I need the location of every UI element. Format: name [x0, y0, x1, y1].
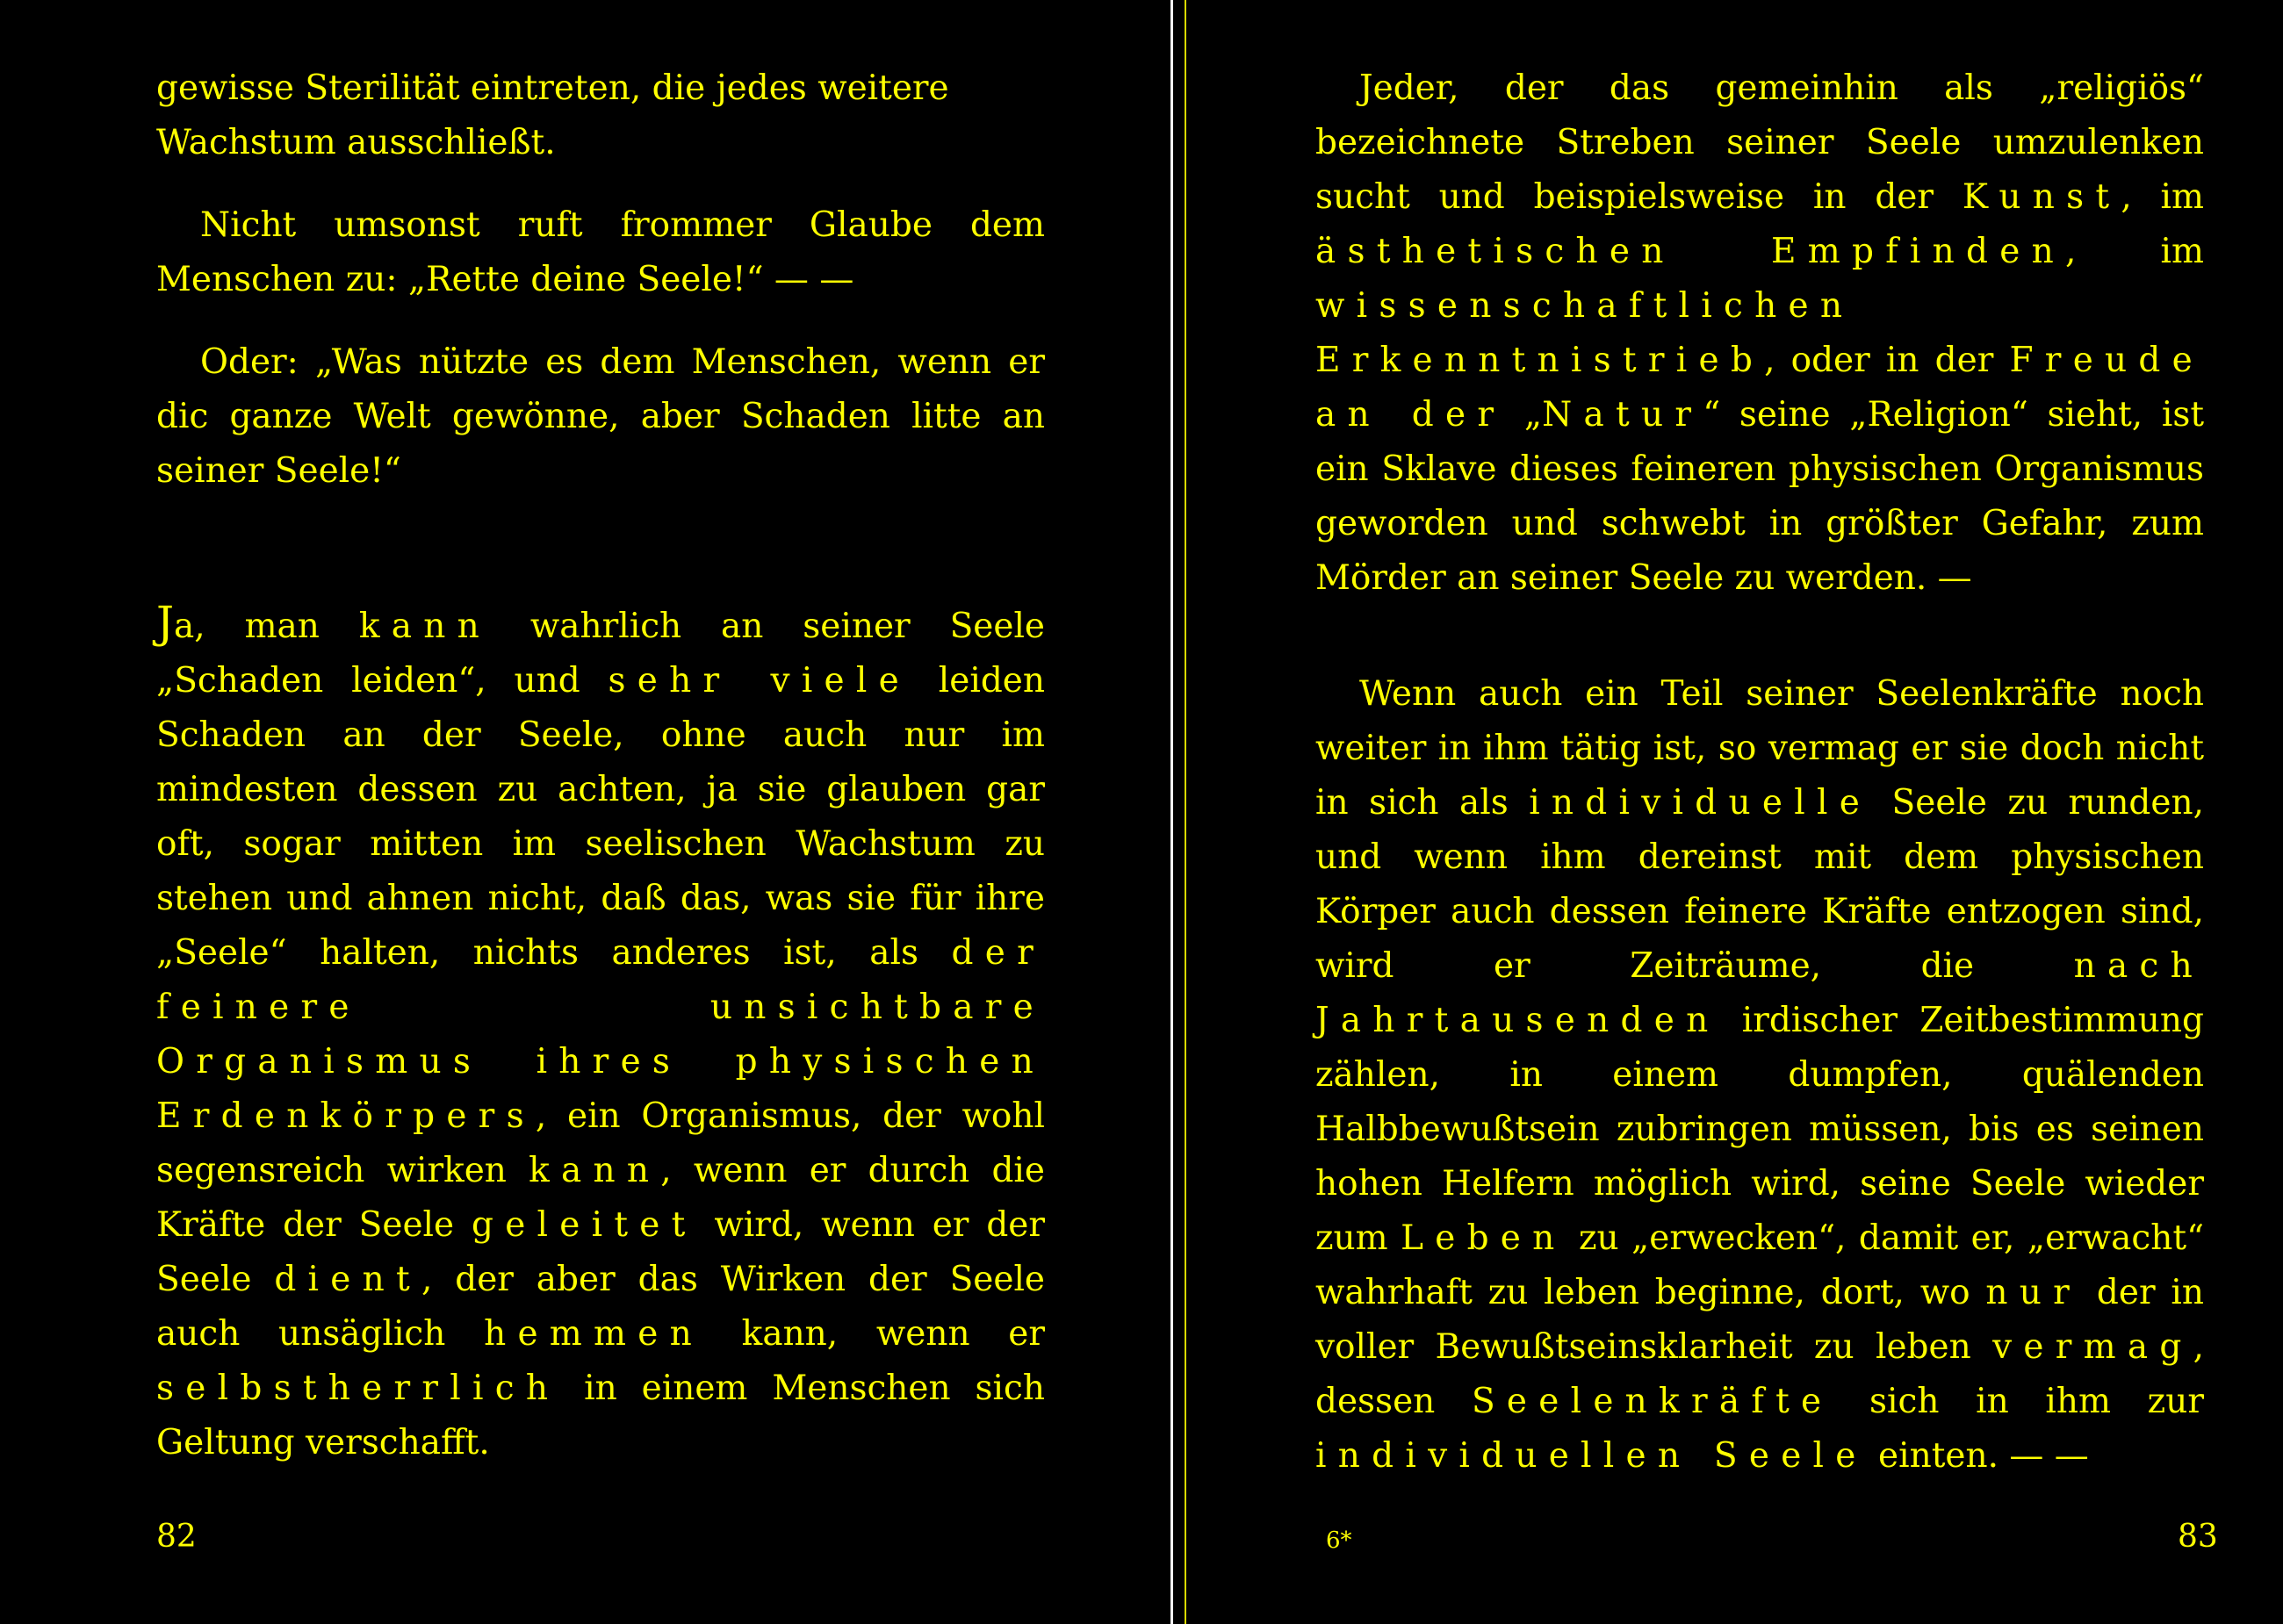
right-page — [1315, 61, 2204, 1484]
spaced-emphasis: nur — [1985, 1273, 2082, 1312]
text-run: , dessen — [1315, 1327, 2204, 1421]
text-run: Seele zu runden, und wenn ihm dereinst mit dem physischen Körper auch dessen feinere Kräfte entzogen sind, wird er Zeiträume, die — [1315, 783, 2204, 986]
spaced-emphasis: kann — [529, 1151, 661, 1190]
left-page — [156, 61, 1045, 1470]
spaced-emphasis: individuelle — [1529, 783, 1872, 823]
spaced-emphasis: Kunst — [1962, 177, 2121, 217]
text-run: in einem Menschen sich Geltung verschafft. — [156, 1369, 1045, 1462]
text-run: , wenn er durch die Kräfte der Seele — [156, 1151, 1045, 1245]
text-run: a, man — [174, 607, 359, 646]
text-run: , im — [2121, 177, 2204, 217]
spaced-emphasis: kann — [358, 607, 491, 646]
signature-mark: 6* — [1326, 1527, 1352, 1554]
spaced-emphasis: nach Jahrtausenden — [1315, 946, 2204, 1040]
left-paragraph-2: Nicht umsonst ruft frommer Glaube dem Menschen zu: „Rette deine Seele!“ — — — [156, 205, 1045, 299]
spaced-emphasis: selbstherrlich — [156, 1369, 560, 1408]
text-run: wahrlich an seiner Seele „Schaden leiden“, und — [156, 607, 1045, 701]
text-run: kann, wenn er — [703, 1314, 1045, 1354]
left-p1-line1: gewisse Sterilität eintreten, die jedes weitere — [156, 68, 949, 108]
spaced-emphasis: vermag — [1992, 1327, 2193, 1367]
spaced-emphasis: Seelenkräfte — [1471, 1382, 1833, 1421]
page-number-right: 83 — [2178, 1519, 2218, 1555]
text-run: „ — [1505, 395, 1543, 435]
page-number-left: 82 — [156, 1519, 197, 1555]
text-run: Jeder, der das gemeinhin als „religiös“ bezeichnete Streben seiner Seele umzulenken sucht und beispielsweise in der — [1315, 68, 2204, 217]
text-run: wird, wenn er der Seele — [156, 1205, 1046, 1299]
left-paragraph-1 — [156, 61, 1045, 170]
spaced-emphasis: geleitet — [471, 1205, 697, 1245]
left-paragraph-3: Oder: „Was nützte es dem Menschen, wenn er dic ganze Welt gewönne, aber Schaden litte an seiner Seele!“ — [156, 342, 1045, 491]
left-p1-line2: Wachstum ausschließt. — [156, 123, 556, 162]
left-paragraph-4 — [156, 595, 1045, 1470]
text-run: zu „erwecken“, damit er, „erwacht“ wahrhaft zu leben beginne, dort, wo — [1315, 1218, 2205, 1312]
text-run: , oder in der — [1764, 341, 2010, 380]
spaced-emphasis: der feinere unsichtbare Organismus ihres physischen Erdenkörpers — [156, 933, 1045, 1136]
text-run: sich in ihm zur — [1833, 1382, 2204, 1421]
initial-letter: J — [156, 597, 175, 648]
spaced-emphasis: Freude an der — [1315, 341, 2204, 435]
text-run: der in voller Bewußtseinsklarheit zu leben — [1315, 1273, 2204, 1367]
right-paragraph-1 — [1315, 61, 2204, 606]
text-run: , der aber das Wirken der Seele auch unsäglich — [156, 1260, 1046, 1354]
text-run: , ein Organismus, der wohl segensreich wirken — [156, 1096, 1045, 1190]
spaced-emphasis: Leben — [1401, 1218, 1566, 1258]
text-run: irdischer Zeitbestimmung zählen, in einem dumpfen, quälenden Halbbewußtsein zubringen müssen, bis es seinen hohen Helfern möglich wird, seine Seele wieder zum — [1315, 1001, 2204, 1258]
spaced-emphasis: wissenschaftlichen Erkenntnistrieb — [1315, 286, 1854, 380]
text-run: leiden Schaden an der Seele, ohne auch nur im mindesten dessen zu achten, ja sie glauben gar oft, sogar mitten im seelischen Wachstum zu stehen und ahnen nicht, daß das, was sie für ihre „Seele“ halten, nichts anderes ist, als — [156, 661, 1045, 973]
text-run: “ seine „Religion“ sieht, ist ein Sklave dieses feineren physischen Organismus geworden und schwebt in größter Gefahr, zum Mörder an seiner Seele zu werden. — — [1315, 395, 2205, 598]
text-run: , im — [2064, 232, 2204, 271]
right-paragraph-2 — [1315, 667, 2204, 1484]
spaced-emphasis: individuellen Seele — [1315, 1436, 1868, 1476]
book-gutter-edge — [1185, 0, 1186, 1624]
spaced-emphasis: Natur — [1542, 395, 1703, 435]
book-gutter — [1170, 0, 1173, 1624]
spaced-emphasis: dient — [274, 1260, 421, 1299]
spaced-emphasis: hemmen — [484, 1314, 703, 1354]
spaced-emphasis: ästhetischen Empfinden — [1315, 232, 2065, 271]
spaced-emphasis: sehr viele — [608, 661, 911, 701]
text-run: Wenn auch ein Teil seiner Seelenkräfte noch weiter in ihm tätig ist, so vermag er sie doch nicht in sich als — [1315, 674, 2204, 823]
text-run: einten. — — — [1867, 1436, 2089, 1476]
